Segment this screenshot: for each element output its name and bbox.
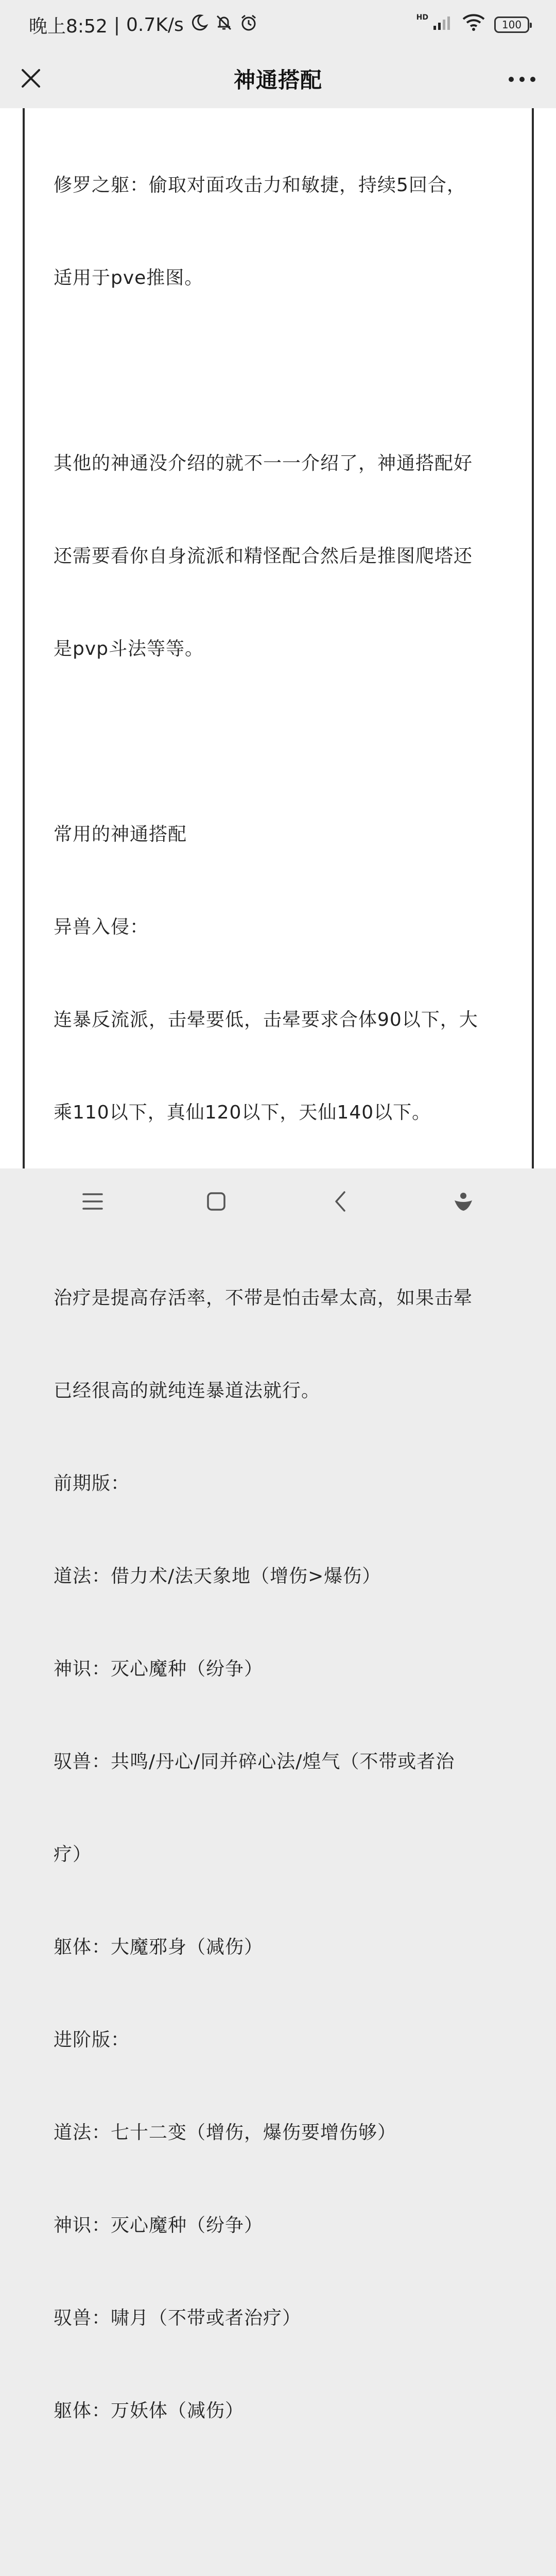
menu-icon [81, 1191, 104, 1214]
article-line: 其他的神通没介绍的就不一一介绍了，神通搭配好 [54, 453, 473, 474]
home-button[interactable] [190, 1177, 242, 1228]
article-line: 神识：灭心魔种（纷争） [54, 2215, 264, 2236]
status-left [29, 12, 416, 38]
article-line [54, 2488, 507, 2519]
article-line: 修罗之躯：偷取对面攻击力和敏捷，持续5回合， [54, 175, 466, 196]
article-line: 躯体：万妖体（减伤） [54, 2400, 245, 2421]
hd-label: HD [416, 13, 428, 22]
back-icon [332, 1190, 348, 1215]
article-line: 躯体：大魔邪身（减伤） [54, 1937, 264, 1958]
article-line: 治疗是提高存活率，不带是怕击晕太高，如果击晕 [54, 1287, 473, 1309]
close-button[interactable] [15, 64, 46, 95]
article-line: 神识：灭心魔种（纷争） [54, 1658, 264, 1680]
article-content[interactable] [0, 108, 556, 2421]
status-net-speed: 0.7K/s [126, 14, 184, 36]
assistant-button[interactable] [438, 1177, 489, 1228]
article-line: 常用的神通搭配 [54, 824, 187, 845]
article-line: 异兽入侵： [54, 917, 149, 938]
article-line: 道法：借力术/法天象地（增伤>爆伤） [54, 1566, 381, 1587]
article-line: 连暴反流派，击晕要低，击晕要求合体90以下，大 [54, 1009, 478, 1030]
battery-indicator: 100 [494, 16, 529, 33]
article-line: 道法：七十二变（增伤，爆伤要增伤够） [54, 2122, 397, 2143]
bell-off-icon [215, 13, 233, 37]
article-line: 还需要看你自身流派和精怪配合然后是推图爬塔还 [54, 546, 473, 567]
close-icon [21, 68, 41, 91]
status-right [416, 14, 529, 36]
article-line: 驭兽：共鸣/丹心/同并碎心法/煌气（不带或者治 [54, 1751, 455, 1772]
article-line [54, 726, 507, 757]
page-title: 神通搭配 [233, 67, 322, 93]
article-line: 前期版： [54, 1473, 130, 1494]
status-time: 晚上8:52 [29, 15, 108, 37]
article-line: 已经很高的就纯连暴道法就行。 [54, 1380, 321, 1401]
home-icon [206, 1191, 227, 1214]
system-nav-bar [0, 1168, 556, 1236]
article-line: 乘110以下，真仙120以下，天仙140以下。 [54, 1102, 431, 1123]
more-button[interactable] [503, 64, 541, 95]
article-line: 驭兽：啸月（不带或者治疗） [54, 2308, 302, 2329]
alarm-icon [239, 13, 258, 37]
article-line: 疗） [54, 1844, 92, 1865]
more-dots-icon [508, 75, 536, 84]
status-separator: | [113, 14, 120, 36]
nav-bar [0, 49, 556, 108]
article-line: 进阶版： [54, 2029, 130, 2050]
moon-icon [190, 13, 208, 37]
status-bar [0, 0, 556, 49]
article-line: 适用于pve推图。 [54, 267, 204, 289]
menu-button[interactable] [67, 1177, 118, 1228]
signal-icon [432, 14, 453, 36]
wifi-icon [462, 14, 485, 36]
back-button[interactable] [314, 1177, 366, 1228]
article-line [54, 355, 507, 386]
article-line: 是pvp斗法等等。 [54, 638, 204, 659]
assistant-icon [453, 1191, 474, 1214]
article-text [54, 108, 507, 2576]
